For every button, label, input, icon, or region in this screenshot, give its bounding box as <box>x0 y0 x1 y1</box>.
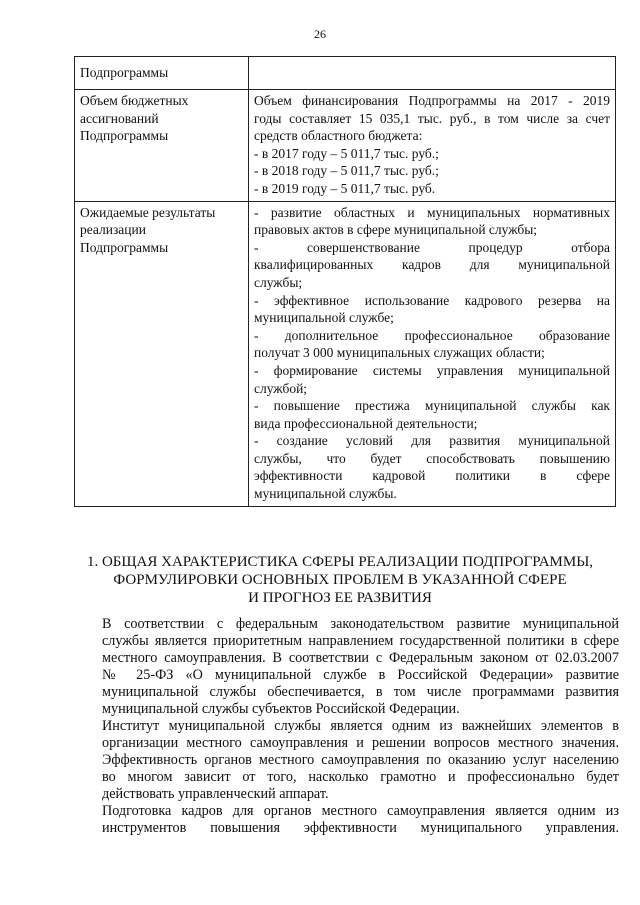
budget-value-line: средств областного бюджета: <box>254 128 423 144</box>
results-value-line: муниципальной службе; <box>254 310 394 326</box>
table-row-expected-results <box>75 201 616 506</box>
paragraph-line: инструментов повышения эффективности муниципального управления. <box>102 820 619 836</box>
paragraph <box>66 616 619 718</box>
results-label <box>75 201 249 506</box>
budget-value <box>249 90 616 202</box>
page-number: 26 <box>314 27 326 41</box>
results-label-line: Ожидаемые результаты <box>80 204 216 220</box>
section-body <box>66 616 619 837</box>
results-value-line: - создание условий для развития муниципальной <box>254 433 610 449</box>
budget-label-line: ассигнований <box>80 110 159 126</box>
table-row-budget <box>75 90 616 202</box>
paragraph-line: муниципальной службы субъектов Российской Федерации. <box>102 701 460 717</box>
subprograms-value <box>249 57 616 90</box>
results-value-line: - повышение престижа муниципальной службы как <box>254 398 610 414</box>
section-heading-line: ФОРМУЛИРОВКИ ОСНОВНЫХ ПРОБЛЕМ В УКАЗАННОЙ СФЕРЕ <box>113 572 567 588</box>
results-value-line: получат 3 000 муниципальных служащих области; <box>254 345 545 361</box>
results-value-line: службой; <box>254 380 308 396</box>
budget-value-line: - в 2018 году – 5 011,7 тыс. руб.; <box>254 163 439 179</box>
paragraph-line: муниципальной службы обеспечивается, в том числе программами развития <box>102 684 619 700</box>
paragraph-line: организации местного самоуправления и решении вопросов местного значения. <box>102 735 619 751</box>
results-value-line: муниципальной службы. <box>254 486 397 502</box>
paragraph-line: Эффективность органов местного самоуправления по оказанию услуг населению <box>102 752 619 768</box>
results-value-line: квалифицированных кадров для муниципальной <box>254 257 610 273</box>
results-value-line: - дополнительное профессиональное образование <box>254 327 610 343</box>
paragraph-line: № 25-ФЗ «О муниципальной службе в Российской Федерации» развитие <box>102 667 619 683</box>
results-label-line: Подпрограммы <box>80 239 169 255</box>
budget-label-line: Подпрограммы <box>80 128 169 144</box>
results-value-line: - развитие областных и муниципальных нормативных <box>254 204 610 220</box>
results-value-line: правовых актов в сфере муниципальной службы; <box>254 222 538 238</box>
results-value-line: - совершенствование процедур отбора <box>254 239 610 255</box>
paragraph-line: В соответствии с федеральным законодательством развитие муниципальной <box>102 616 619 632</box>
paragraph-line: во многом зависит от того, насколько грамотно и профессионально будет <box>102 769 619 785</box>
paragraph-line: службы является приоритетным направлением государственной политики в сфере <box>102 633 619 649</box>
budget-value-line: Объем финансирования Подпрограммы на 2017 - 2019 <box>254 93 610 108</box>
section-heading-line: 1. ОБЩАЯ ХАРАКТЕРИСТИКА СФЕРЫ РЕАЛИЗАЦИИ ПОДПРОГРАММЫ, <box>86 554 594 570</box>
paragraph-line: действовать управленческий аппарат. <box>102 786 329 802</box>
paragraph <box>66 718 619 803</box>
paragraph <box>66 803 619 837</box>
results-value <box>249 201 616 506</box>
results-value-line: - эффективное использование кадрового резерва на <box>254 292 610 308</box>
results-label-line: реализации <box>80 222 146 238</box>
results-value-line: эффективности кадровой политики в сфере <box>254 468 610 484</box>
budget-value-line: годы составляет 15 035,1 тыс. руб., в том числе за счет <box>254 110 610 126</box>
paragraph-line: Институт муниципальной службы является одним из важнейших элементов в <box>102 718 619 734</box>
budget-label <box>75 90 249 202</box>
subprograms-label: Подпрограммы <box>75 57 249 90</box>
results-value-line: - формирование системы управления муниципальной <box>254 362 610 378</box>
results-value-line: службы, что будет способствовать повышению <box>254 450 610 466</box>
budget-value-line: - в 2019 году – 5 011,7 тыс. руб. <box>254 180 436 196</box>
budget-label-line: Объем бюджетных <box>80 93 189 108</box>
results-value-line: службы; <box>254 274 303 290</box>
paragraph-line: Подготовка кадров для органов местного самоуправления является одним из <box>102 803 619 819</box>
table-row-subprograms <box>75 57 616 90</box>
section-heading <box>60 553 620 607</box>
paragraph-line: местного самоуправления. В соответствии с Федеральным законом от 02.03.2007 <box>102 650 619 666</box>
results-value-line: вида профессиональной деятельности; <box>254 415 478 431</box>
budget-value-line: - в 2017 году – 5 011,7 тыс. руб.; <box>254 145 439 161</box>
subprogram-passport-table <box>74 56 616 507</box>
section-heading-line: И ПРОГНОЗ ЕЕ РАЗВИТИЯ <box>248 590 432 606</box>
